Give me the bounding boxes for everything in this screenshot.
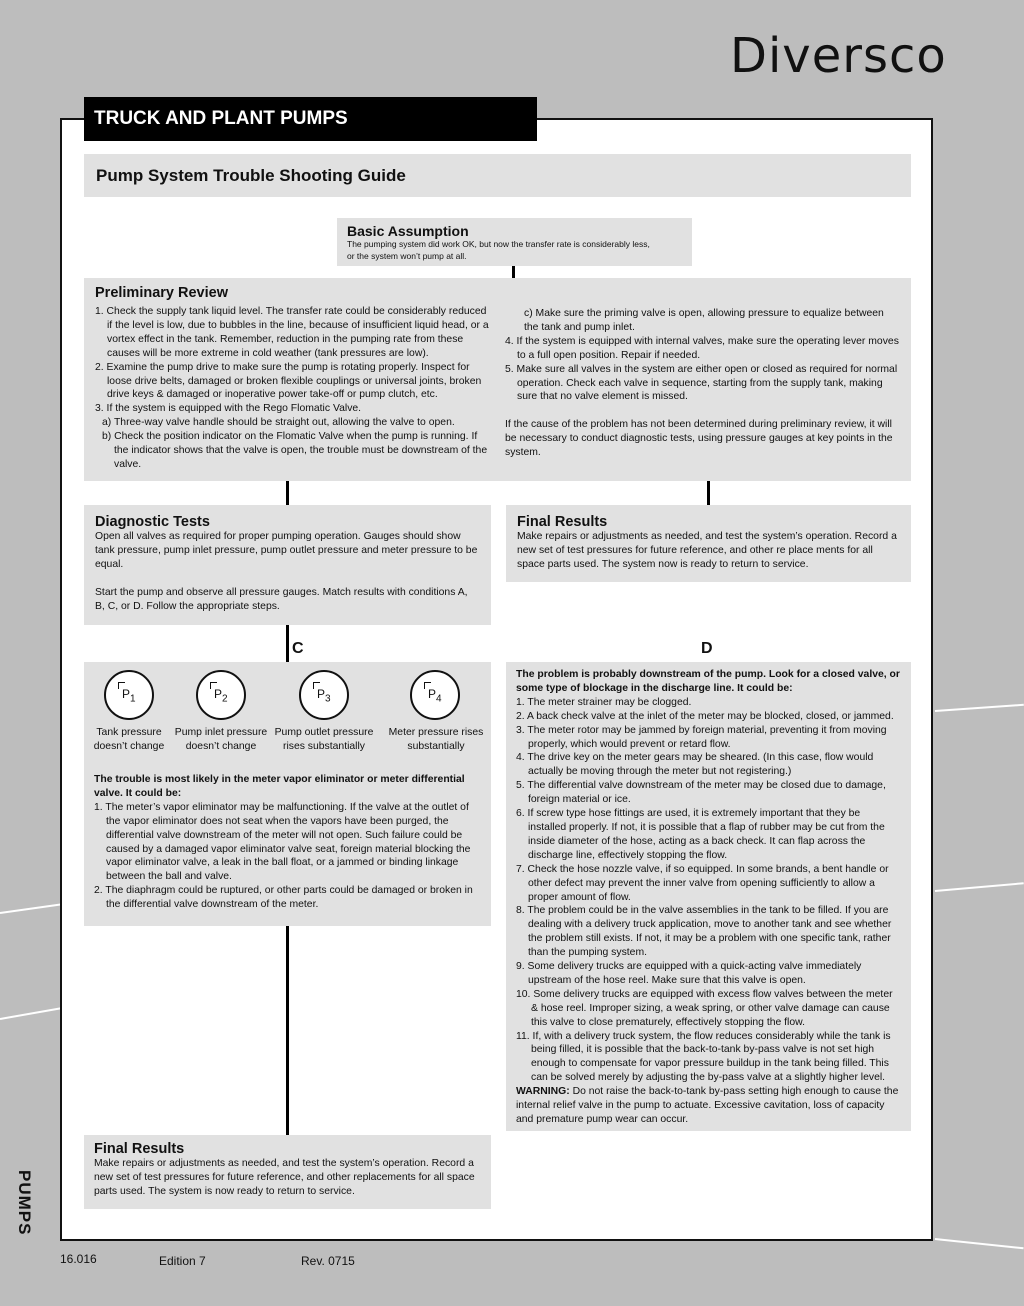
gauge-caption: Tank pressure doesn’t change xyxy=(93,727,165,752)
condition-c-lead: The trouble is most likely in the meter vapor eliminator or meter differential valve. It could be: xyxy=(94,774,465,799)
review-item: 2. Examine the pump drive to make sure the pump is rotating properly. Inspect for loose drive belts, damaged or broken flexible couplings or universal joints, broken drive keys & damaged or inoperative power take-off or pump clutch, etc. xyxy=(95,361,482,401)
pressure-gauge-icon: $P_1$ xyxy=(104,670,154,720)
diagnostic-paragraph: Open all valves as required for proper pumping operation. Gauges should show tank pressure, pump inlet pressure, pump outlet pressure and meter pressure to be equal. xyxy=(95,531,478,570)
condition-c-box xyxy=(84,662,491,926)
background-stroke xyxy=(935,704,1024,712)
review-closing: If the cause of the problem has not been determined during preliminary review, it will be necessary to conduct diagnostic tests, using pressure gauges at key points in the system. xyxy=(505,419,893,459)
gauge-caption: Pump outlet pressure rises substantially xyxy=(274,727,374,752)
condition-d-box xyxy=(506,662,911,1131)
condition-d-item: 6. If screw type hose fittings are used, it is extremely important that they be installed properly. If not, it is possible that a flap of rubber may be cut from the inside diameter of the hose, acting as a back check. It can flap across the discharge line, effectively stopping the flow. xyxy=(516,808,885,861)
condition-c-label: C xyxy=(292,640,304,657)
condition-c-item: 1. The meter’s vapor eliminator may be malfunctioning. If the valve at the outlet of the vapor eliminator does not seat when the vapors have been purged, the differential valve downstream of the meter will not open. Such failure could be caused by a damaged vapor eliminator valve seat, foreign material blocking the vapor eliminator valve, a leak in the ball float, or a jammed or binding linkage between the ball and valve. xyxy=(94,801,471,883)
preliminary-review-box xyxy=(84,278,911,481)
warning-label: WARNING: xyxy=(516,1086,570,1098)
side-tab: PUMPS xyxy=(15,1170,34,1236)
pressure-gauge-icon: $P_2$ xyxy=(196,670,246,720)
final-results-text: Make repairs or adjustments as needed, and test the system’s operation. Record a new set of test pressures for future reference, and other re place ments for all space parts used. The system now is ready to return to service. xyxy=(517,531,897,570)
gauge-caption: Pump inlet pressure doesn’t change xyxy=(174,727,268,752)
basic-assumption-box xyxy=(337,218,692,266)
condition-d-item: 2. A back check valve at the inlet of the meter may be blocked, closed, or jammed. xyxy=(516,710,894,722)
condition-d-item: 7. Check the hose nozzle valve, if so equipped. In some brands, a bent handle or other defect may prevent the inner valve from opening sufficiently to allow a proper amount of flow. xyxy=(516,863,889,903)
basic-assumption-line: The pumping system did work OK, but now the transfer rate is considerably less, xyxy=(347,239,650,249)
background-stroke xyxy=(0,1006,69,1020)
condition-d-lead: The problem is probably downstream of the pump. Look for a closed valve, or some type of blockage in the discharge line. It could be: xyxy=(516,669,900,694)
condition-d-item: 3. The meter rotor may be jammed by foreign material, preventing it from moving properly, which would prevent or retard flow. xyxy=(516,724,887,750)
final-results-title: Final Results xyxy=(517,514,608,530)
review-item: 1. Check the supply tank liquid level. The transfer rate could be considerably reduced if the level is low, due to bubbles in the line, because of insufficient liquid head, or a vortex effect in the tank. Remember, reduction in the pumping rate from these causes will be more extreme in cold weather (tank pressures are low). xyxy=(95,306,489,359)
review-item: 5. Make sure all valves in the system are either open or closed as required for normal operation. Check each valve in sequence, starting from the supply tank, making sure that no valve element is missed. xyxy=(505,363,898,403)
diagnostic-tests-title: Diagnostic Tests xyxy=(95,514,210,530)
connector-line xyxy=(286,926,289,1135)
basic-assumption-title: Basic Assumption xyxy=(347,223,469,239)
final-results-box xyxy=(84,1135,491,1209)
warning-text: Do not raise the back-to-tank by-pass setting high enough to cause the internal relief valve in the pump to actuate. Excessive cavitation, loss of capacity and premature pump wear can occur. xyxy=(516,1086,899,1125)
pressure-gauge-icon: $P_3$ xyxy=(299,670,349,720)
condition-c-item: 2. The diaphragm could be ruptured, or other parts could be damaged or broken in the differential valve downstream of the meter. xyxy=(94,885,473,911)
review-subitem: b) Check the position indicator on the Flomatic Valve when the pump is running. If the indicator shows that the valve is open, the trouble must be downstream of the valve. xyxy=(102,431,488,470)
warning-note xyxy=(516,1085,901,1127)
review-subitem: c) Make sure the priming valve is open, allowing pressure to equalize between the tank and pump inlet. xyxy=(524,308,884,333)
review-item: 3. If the system is equipped with the Rego Flomatic Valve. xyxy=(95,403,362,415)
pressure-gauge-icon: $P_4$ xyxy=(410,670,460,720)
condition-d-item: 1. The meter strainer may be clogged. xyxy=(516,696,692,708)
basic-assumption-line: or the system won’t pump at all. xyxy=(347,250,467,261)
revision-label: Rev. 0715 xyxy=(301,1254,355,1268)
diagnostic-paragraph: Start the pump and observe all pressure gauges. Match results with conditions A, B, C, or D. Follow the appropriate steps. xyxy=(95,586,468,612)
edition-label: Edition 7 xyxy=(159,1254,206,1268)
condition-d-item: 10. Some delivery trucks are equipped with excess flow valves between the meter & hose reel. Improper sizing, a weak spring, or other valve damage can cause this valve to close prematurely, effectively stopping the flow. xyxy=(516,988,893,1028)
condition-d-label: D xyxy=(701,640,713,657)
review-subitem: a) Three-way valve handle should be straight out, allowing the valve to open. xyxy=(102,417,455,429)
connector-line xyxy=(286,625,289,662)
brand-logo: Diversco xyxy=(730,28,947,84)
condition-d-item: 9. Some delivery trucks are equipped with a quick-acting valve immediately upstream of the hose reel. Make sure that this valve is open. xyxy=(516,961,862,986)
condition-d-item: 4. The drive key on the meter gears may be sheared. (In this case, flow would actually be moving through the meter but not registering.) xyxy=(516,752,874,778)
section-banner: TRUCK AND PLANT PUMPS xyxy=(84,97,537,141)
background-stroke xyxy=(935,1238,1024,1249)
condition-d-item: 8. The problem could be in the valve assemblies in the tank to be filled. If you are dealing with a delivery truck application, move to another tank and see whether the problem still exists. If not, it may be a problem with one specific tank, rather than the pumping system. xyxy=(516,905,892,959)
final-results-box xyxy=(506,505,911,582)
connector-line xyxy=(707,481,710,505)
review-item: 4. If the system is equipped with internal valves, make sure the operating lever moves to a full open position. Repair if needed. xyxy=(505,335,899,361)
guide-title: Pump System Trouble Shooting Guide xyxy=(84,154,911,197)
final-results-title: Final Results xyxy=(94,1141,185,1157)
connector-line xyxy=(286,481,289,505)
connector-line xyxy=(512,266,515,278)
preliminary-review-title: Preliminary Review xyxy=(95,285,228,301)
diagnostic-tests-box xyxy=(84,505,491,625)
gauge-caption: Meter pressure rises substantially xyxy=(388,727,484,752)
page-number: 16.016 xyxy=(60,1252,97,1266)
background-stroke xyxy=(935,882,1024,892)
condition-d-item: 5. The differential valve downstream of the meter may be closed due to damage, foreign material or ice. xyxy=(516,780,886,806)
condition-d-item: 11. If, with a delivery truck system, the flow reduces considerably while the tank is being filled, it is possible that the back-to-tank by-pass valve is not set high enough to compensate for vapor pressure buildup in the tank being filled. This can be solved merely by adjusting the by-pass valve at a slightly higher level. xyxy=(516,1030,891,1084)
final-results-text: Make repairs or adjustments as needed, and test the system’s operation. Record a new set of test pressures for future reference, and other replacements for all space parts used. The system is now ready to return to service. xyxy=(94,1158,475,1197)
